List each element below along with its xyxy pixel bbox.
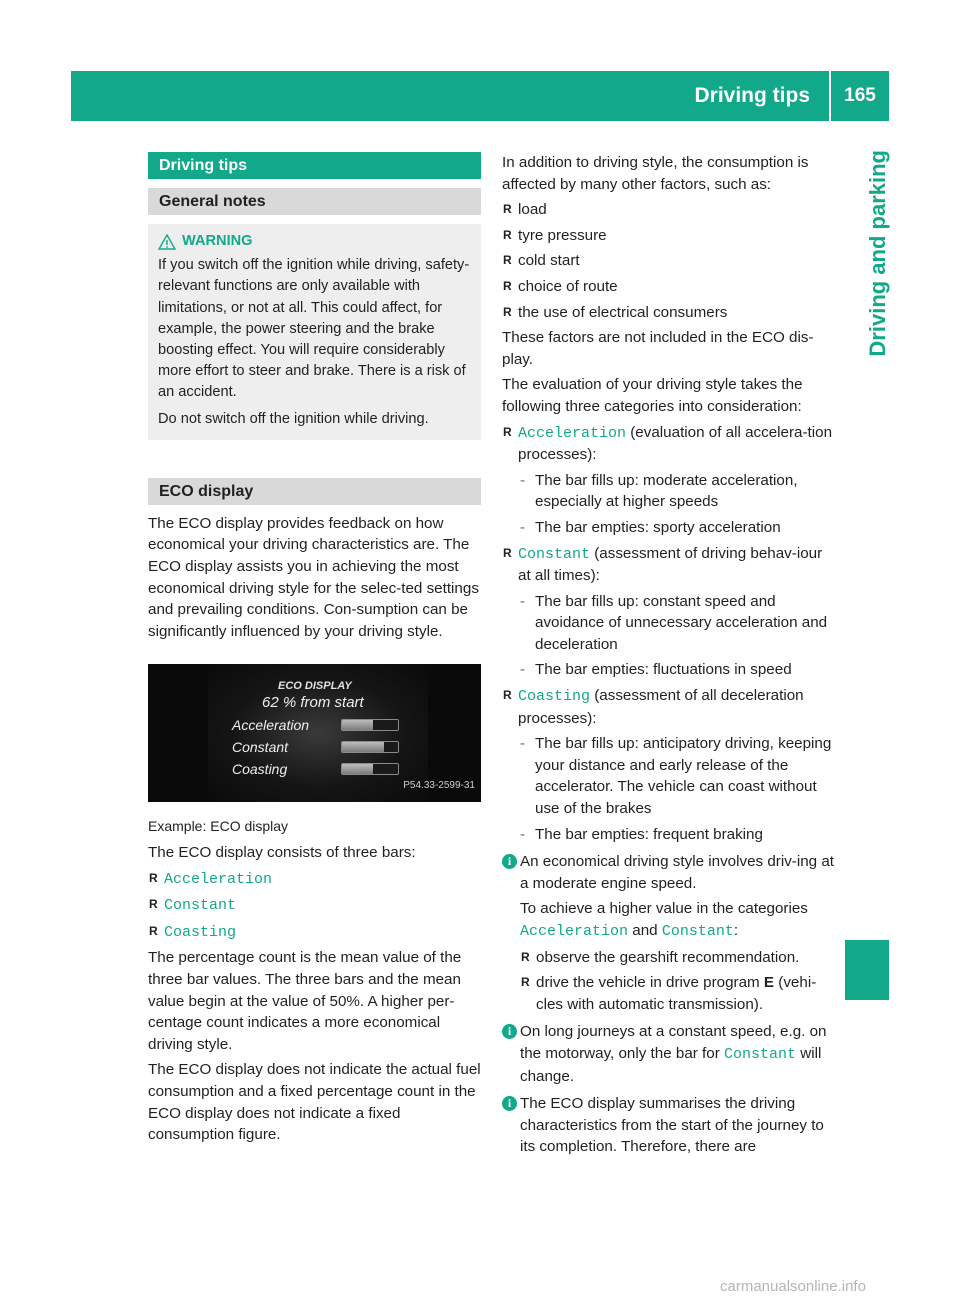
eco-image-title: ECO DISPLAY bbox=[278, 680, 352, 693]
list-item bbox=[148, 868, 481, 891]
factors-not-included: These factors are not included in the ECO dis-play. bbox=[502, 329, 814, 368]
eco-image-bar-acceleration bbox=[341, 719, 399, 731]
footer-site: carmanualsonline.info bbox=[720, 1278, 866, 1295]
eco-bar-fill bbox=[342, 764, 373, 774]
category-constant bbox=[502, 543, 835, 587]
list-item bbox=[148, 921, 481, 944]
bar-name: Acceleration bbox=[164, 870, 273, 888]
info-achieve bbox=[520, 898, 835, 942]
warning-text: If you switch off the ignition while driving, safety-relevant functions are only available with limitations, or not at all. This could affect, for example, the power steering and the brake boosting effect. You will require considerably more effort to steer and brake. There is a risk of an accident. bbox=[158, 257, 470, 401]
list-item: R load bbox=[502, 199, 835, 221]
eco-image-code: P54.33-2599-31 bbox=[403, 779, 475, 791]
info-text bbox=[520, 1021, 835, 1087]
section-title: Driving tips bbox=[148, 152, 481, 179]
bar-name: Coasting bbox=[164, 923, 237, 941]
info-icon: i bbox=[502, 854, 517, 869]
list-item bbox=[148, 894, 481, 917]
warning-label: WARNING bbox=[182, 233, 253, 249]
side-tab-block bbox=[845, 940, 889, 1000]
info-post: will change. bbox=[520, 1044, 822, 1085]
list-item: R cold start bbox=[502, 250, 835, 272]
fuel-consumption-paragraph: The ECO display does not indicate the actual fuel consumption and a fixed percentage count in the ECO display does not indicate a fixed consumption figure. bbox=[148, 1061, 481, 1144]
info-text: An economical driving style involves driv-ing at a moderate engine speed. bbox=[520, 853, 835, 892]
info-icon: i bbox=[502, 1024, 517, 1039]
list-item: - The bar fills up: anticipatory driving, keeping your distance and early release of the accelerator. The vehicle can coast without use of the brakes bbox=[502, 733, 835, 819]
header-title: Driving tips bbox=[694, 84, 810, 107]
page-number: 165 bbox=[844, 85, 876, 106]
category-name: Acceleration bbox=[520, 923, 629, 940]
eco-image-label-constant: Constant bbox=[232, 739, 289, 756]
eco-image-label-acceleration: Acceleration bbox=[232, 717, 310, 734]
category-name: Constant bbox=[724, 1045, 797, 1063]
subsection-eco-display: ECO display bbox=[148, 478, 481, 505]
warning-instruction: Do not switch off the ignition while driving. bbox=[158, 410, 429, 427]
warning-box bbox=[148, 224, 481, 440]
info-note-engine-speed bbox=[502, 851, 835, 1015]
eco-intro: The ECO display provides feedback on how economical your driving characteristics are. The ECO display assists you in achieving the most economical driving style for the selec-ted settings and prevailing conditions. Con-sumption can be significantly influenced by your driving style. bbox=[148, 514, 479, 640]
tip-post: (vehi-cles with automatic transmission). bbox=[536, 974, 817, 1013]
list-item: - The bar empties: sporty acceleration bbox=[502, 517, 835, 539]
eco-image-label-coasting: Coasting bbox=[232, 761, 288, 778]
eco-image-bar-constant bbox=[341, 741, 399, 753]
page-header bbox=[71, 71, 889, 121]
info-achieve-pre: To achieve a higher value in the categories bbox=[520, 900, 808, 918]
list-item: - The bar empties: frequent braking bbox=[502, 824, 835, 846]
tip-pre: drive the vehicle in drive program bbox=[536, 974, 764, 992]
list-item: - The bar fills up: moderate acceleration, especially at higher speeds bbox=[502, 470, 835, 513]
factors-intro: In addition to driving style, the consumption is affected by many other factors, such as: bbox=[502, 154, 809, 193]
bar-name: Constant bbox=[164, 897, 237, 915]
category-name: Constant bbox=[661, 923, 734, 940]
subsection-general-notes: General notes bbox=[148, 188, 481, 215]
list-item bbox=[520, 972, 835, 1015]
category-acceleration bbox=[502, 422, 835, 466]
info-achieve-colon: : bbox=[733, 922, 739, 939]
category-desc: (assessment of driving behav-iour at all times): bbox=[518, 544, 823, 585]
warning-header bbox=[158, 231, 471, 252]
list-item: R observe the gearshift recommendation. bbox=[520, 947, 835, 969]
left-column bbox=[148, 152, 481, 1146]
drive-program-e: E bbox=[763, 974, 775, 992]
info-note-long-journeys bbox=[502, 1021, 835, 1087]
eco-image-subtitle: 62 % from start bbox=[262, 694, 364, 712]
image-caption: Example: ECO display bbox=[148, 818, 289, 835]
info-achieve-and: and bbox=[628, 922, 662, 939]
evaluation-intro: The evaluation of your driving style takes the following three categories into consideration: bbox=[502, 376, 803, 415]
info-icon: i bbox=[502, 1096, 517, 1111]
list-item: R the use of electrical consumers bbox=[502, 302, 835, 324]
category-name: Acceleration bbox=[518, 424, 627, 442]
info-note-summary bbox=[502, 1093, 835, 1158]
category-desc: (assessment of all deceleration processes): bbox=[518, 687, 804, 727]
eco-bar-fill bbox=[342, 742, 384, 752]
eco-image-bar-coasting bbox=[341, 763, 399, 775]
info-text: The ECO display summarises the driving characteristics from the start of the journey to its completion. Therefore, there are bbox=[520, 1095, 824, 1156]
percentage-paragraph: The percentage count is the mean value of the three bar values. The three bars and the mean value begin at the value of 50%. A higher per-centage count indicates a more economical driving style. bbox=[148, 949, 462, 1053]
list-item: R tyre pressure bbox=[502, 225, 835, 247]
side-tab bbox=[845, 150, 889, 510]
list-item: - The bar fills up: constant speed and avoidance of unnecessary acceleration and deceleration bbox=[502, 591, 835, 656]
warning-triangle-icon bbox=[158, 234, 176, 250]
eco-bar-fill bbox=[342, 720, 373, 730]
list-item: - The bar empties: fluctuations in speed bbox=[502, 659, 835, 681]
right-column bbox=[502, 152, 835, 1158]
info-pre: On long journeys at a constant speed, e.g. on the motorway, only the bar for bbox=[520, 1023, 827, 1062]
side-tab-label: Driving and parking bbox=[865, 150, 890, 357]
category-name: Coasting bbox=[518, 688, 591, 706]
category-desc: (evaluation of all accelera-tion processes): bbox=[518, 423, 833, 464]
category-name: Constant bbox=[518, 545, 591, 563]
category-coasting bbox=[502, 685, 835, 729]
bars-intro: The ECO display consists of three bars: bbox=[148, 843, 416, 861]
list-item: R choice of route bbox=[502, 276, 835, 298]
eco-display-image bbox=[148, 664, 481, 802]
